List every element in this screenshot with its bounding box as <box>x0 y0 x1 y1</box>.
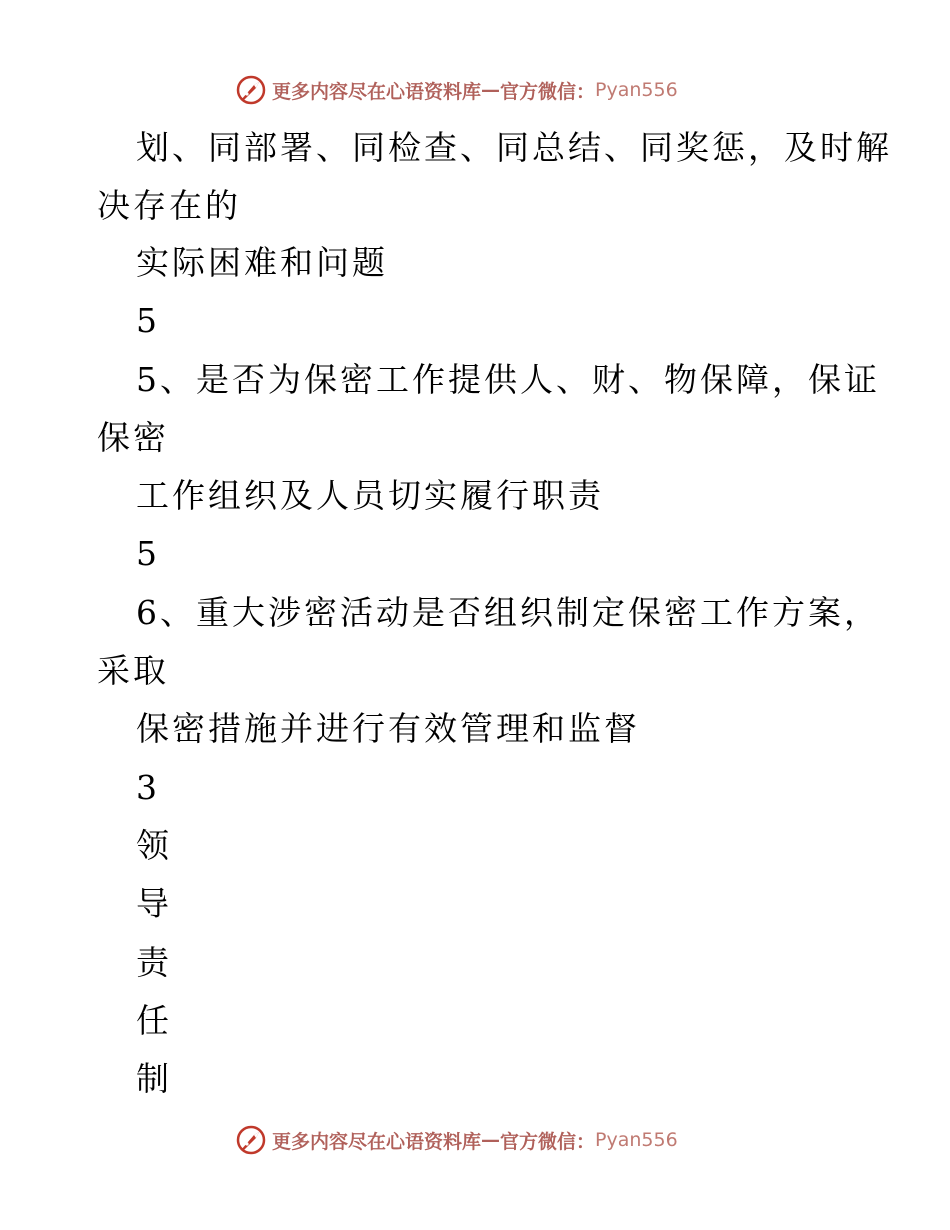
header-banner <box>234 72 678 108</box>
banner-site-text: 更多内容尽在心语资料库 <box>272 1130 482 1153</box>
pen-nib-logo-icon <box>234 73 268 107</box>
body-line: 导 <box>136 884 172 923</box>
body-line: 5 <box>136 534 160 573</box>
pen-nib-logo-icon <box>234 1123 268 1157</box>
footer-banner <box>234 1122 678 1158</box>
banner-wechat-label: 官方微信： <box>500 80 596 103</box>
banner-wechat-label: 官方微信： <box>500 1130 596 1153</box>
banner-wechat-id: Pyan556 <box>595 79 678 101</box>
body-line: 3 <box>136 768 160 807</box>
body-line: 领 <box>136 826 172 865</box>
banner-dash: — <box>481 1129 501 1151</box>
body-line: 划、同部署、同检查、同总结、同奖惩，及时解 <box>136 128 892 167</box>
banner-site-text: 更多内容尽在心语资料库 <box>272 80 482 103</box>
body-line: 保密措施并进行有效管理和监督 <box>136 709 640 748</box>
body-line: 采取 <box>97 651 169 690</box>
body-line: 责 <box>136 943 172 982</box>
body-line: 制 <box>136 1059 172 1098</box>
body-line: 决存在的 <box>97 186 241 225</box>
banner-dash: — <box>481 79 501 101</box>
banner-wechat-id: Pyan556 <box>595 1129 678 1151</box>
body-line: 5、是否为保密工作提供人、财、物保障，保证 <box>136 360 880 399</box>
body-line: 工作组织及人员切实履行职责 <box>136 476 604 515</box>
body-line: 任 <box>136 1001 172 1040</box>
body-line: 6、重大涉密活动是否组织制定保密工作方案， <box>136 593 880 632</box>
body-line: 保密 <box>97 418 169 457</box>
body-line: 实际困难和问题 <box>136 243 388 282</box>
body-line: 5 <box>136 301 160 340</box>
